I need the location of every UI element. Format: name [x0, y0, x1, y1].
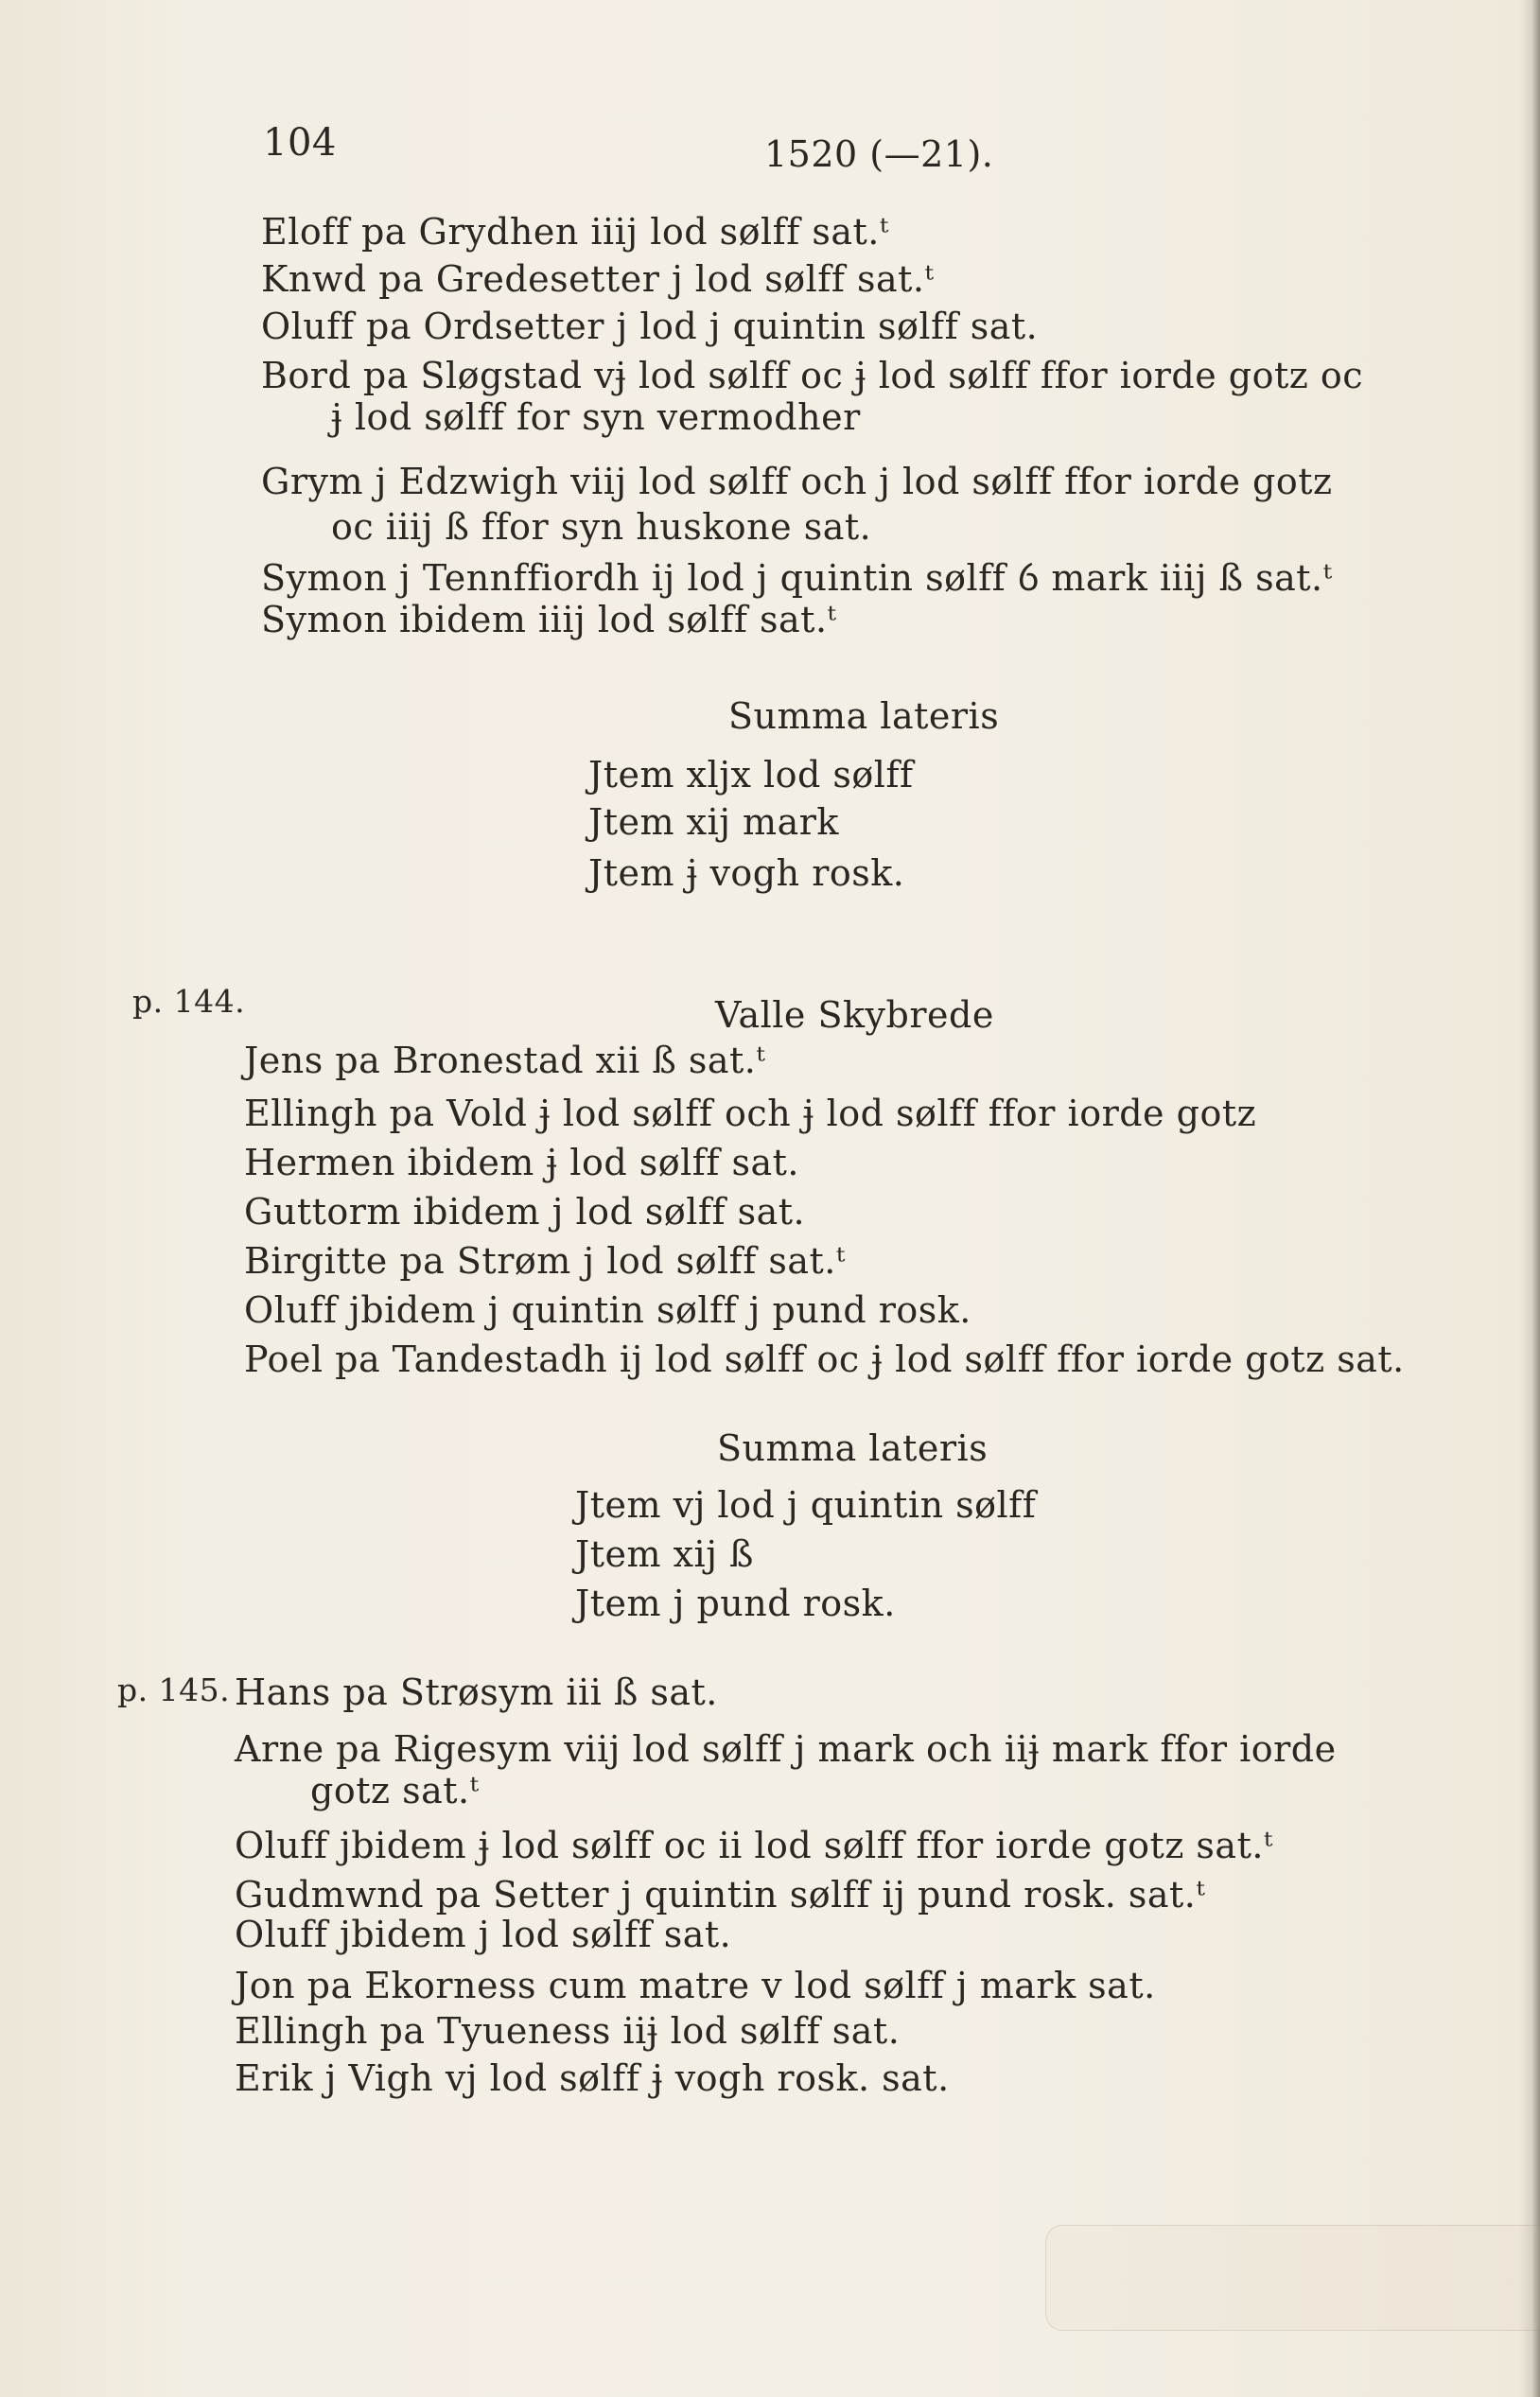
entry-line: Birgitte pa Strøm j lod sølff sat.ᵗ [244, 1240, 846, 1282]
entry-line: Symon j Tennffiordh ij lod j quintin sølff ỽ mark iiij ß sat.ᵗ [261, 557, 1333, 599]
entry-line-continued: gotz sat.ᵗ [310, 1770, 480, 1811]
section-title: Valle Skybrede [715, 994, 994, 1036]
summa-line: Jtem xljx lod sølff [588, 754, 914, 796]
page-edge-shadow [1519, 0, 1540, 2397]
entry-line: Symon ibidem iiij lod sølff sat.ᵗ [261, 599, 837, 640]
entry-line: Oluff pa Ordsetter j lod j quintin sølff sat. [261, 306, 1039, 347]
page-number: 104 [263, 121, 337, 165]
entry-line: Knwd pa Gredesetter j lod sølff sat.ᵗ [261, 258, 935, 300]
summa-line: Jtem xij ß [575, 1533, 754, 1575]
entry-line: Ellingh pa Tyueness iij̵ lod sølff sat. [235, 2010, 901, 2052]
entry-line: Hermen ibidem j̵ lod sølff sat. [244, 1142, 799, 1183]
entry-line: Gudmwnd pa Setter j quintin sølff ij pund rosk. sat.ᵗ [235, 1874, 1206, 1916]
entry-line: Oluff jbidem j quintin sølff j pund rosk. [244, 1289, 971, 1331]
entry-line: Hans pa Strøsym iii ß sat. [235, 1671, 718, 1713]
entry-line: Jens pa Bronestad xii ß sat.ᵗ [244, 1040, 766, 1081]
margin-page-reference: p. 144. [132, 983, 246, 1020]
running-title: 1520 (—21). [764, 133, 994, 175]
entry-line: Jon pa Ekorness cum matre v lod sølff j mark sat. [235, 1965, 1156, 2006]
entry-line: Oluff jbidem j lod sølff sat. [235, 1914, 732, 1955]
bleed-through-mark [1045, 2225, 1540, 2331]
entry-line: Arne pa Rigesym viij lod sølff j mark och iij̵ mark ffor iorde [235, 1728, 1337, 1770]
summa-line: Jtem vj lod j quintin sølff [575, 1484, 1037, 1526]
entry-line: Erik j Vigh vj lod sølff j̵ vogh rosk. sat. [235, 2057, 950, 2099]
entry-line: Bord pa Sløgstad vj̵ lod sølff oc j̵ lod sølff ffor iorde gotz oc [261, 355, 1364, 396]
entry-line: Ellingh pa Vold j̵ lod sølff och j̵ lod sølff ffor iorde gotz [244, 1093, 1257, 1134]
summa-line: Jtem j pund rosk. [575, 1583, 896, 1624]
entry-line: Oluff jbidem j̵ lod sølff oc ii lod sølff ffor iorde gotz sat.ᵗ [235, 1825, 1273, 1866]
margin-page-reference: p. 145. [117, 1671, 231, 1708]
summa-line: Jtem xij mark [588, 801, 839, 843]
summa-line: Jtem j̵ vogh rosk. [588, 852, 905, 894]
entry-line: Eloff pa Grydhen iiij lod sølff sat.ᵗ [261, 211, 889, 253]
entry-line-continued: j̵ lod sølff for syn vermodher [331, 396, 861, 438]
entry-line-continued: oc iiij ß ffor syn huskone sat. [331, 506, 872, 548]
entry-line: Guttorm ibidem j lod sølff sat. [244, 1191, 806, 1233]
summa-title: Summa lateris [717, 1427, 989, 1469]
entry-line: Poel pa Tandestadh ij lod sølff oc j̵ lod sølff ffor iorde gotz sat. [244, 1338, 1405, 1380]
summa-title: Summa lateris [728, 695, 1000, 737]
entry-line: Grym j Edzwigh viij lod sølff och j lod sølff ffor iorde gotz [261, 461, 1333, 502]
